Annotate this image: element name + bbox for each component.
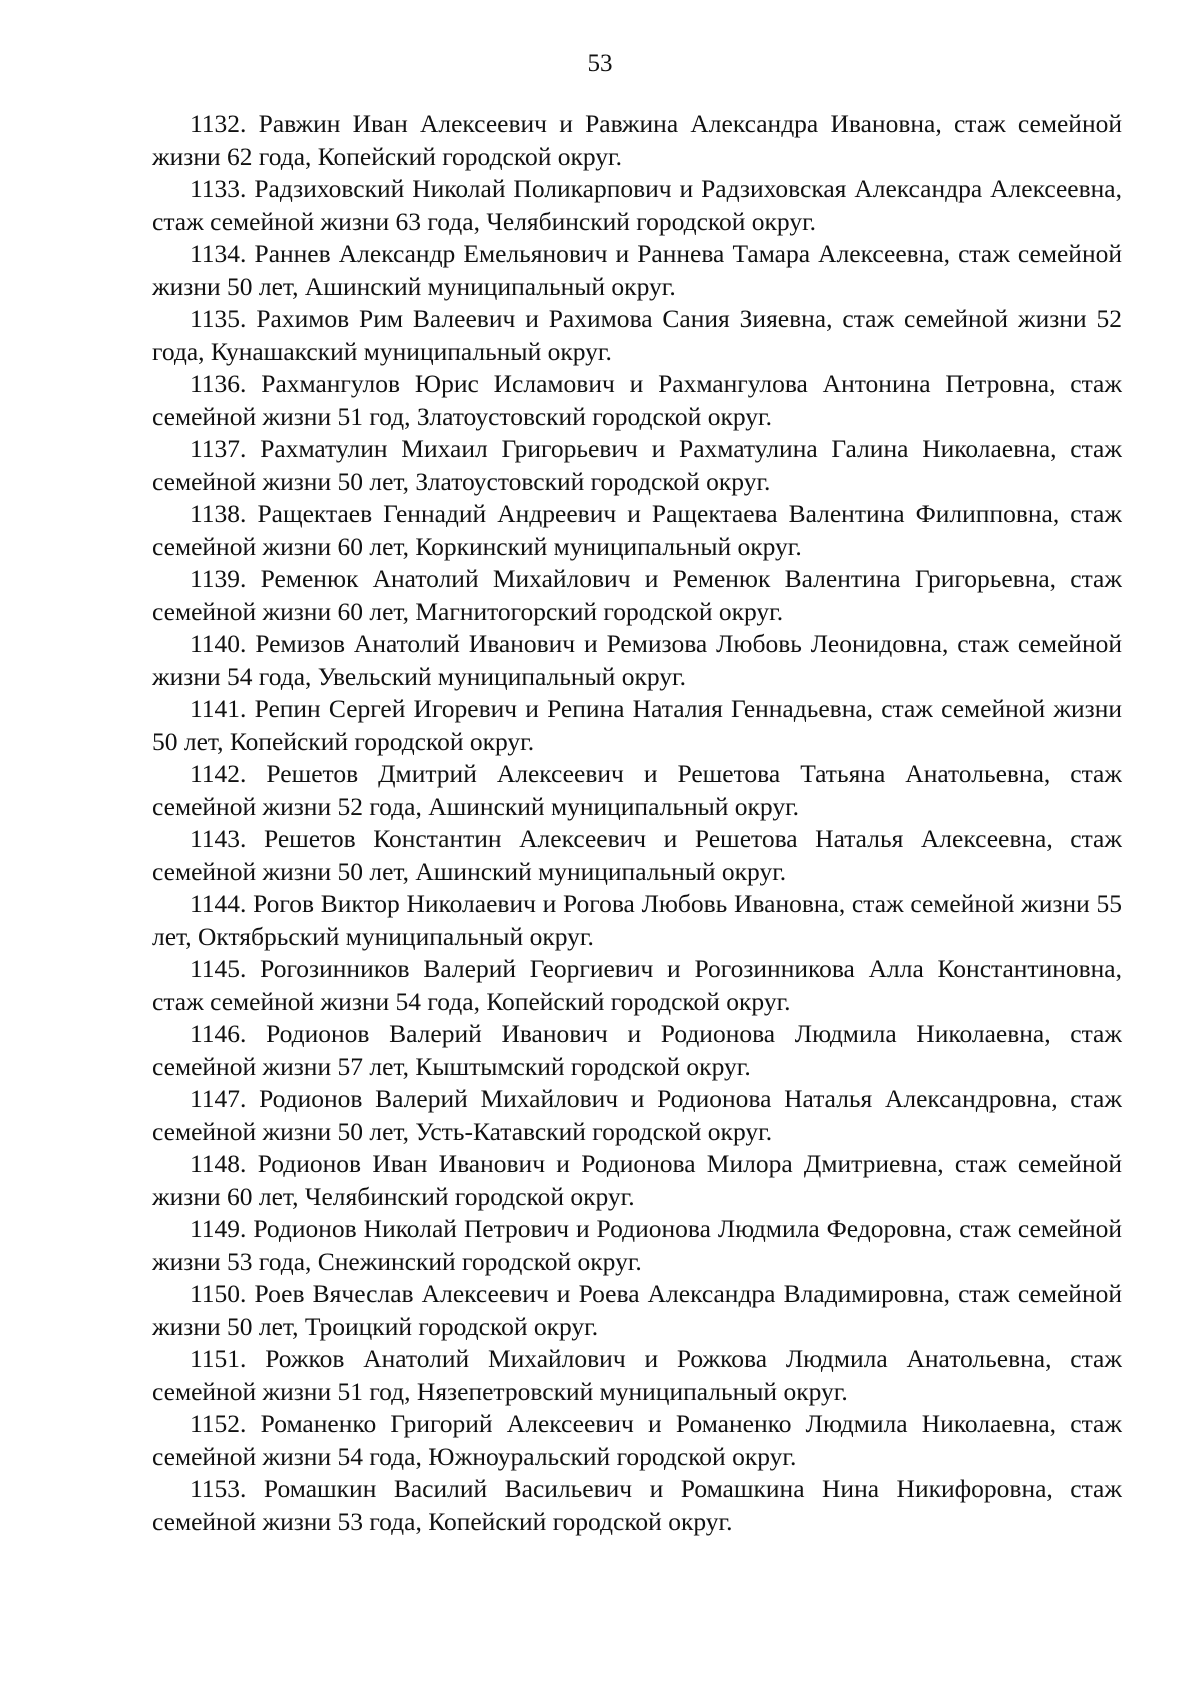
list-item: 1151. Рожков Анатолий Михайлович и Рожкова Людмила Анатольевна, стаж семейной жизни 51 год, Нязепетровский муниципальный округ. [152, 1344, 1122, 1406]
list-item: 1133. Радзиховский Николай Поликарпович и Радзиховская Александра Алексеевна, стаж семейной жизни 63 года, Челябинский городской округ. [152, 174, 1122, 236]
list-item: 1141. Репин Сергей Игоревич и Репина Наталия Геннадьевна, стаж семейной жизни 50 лет, Копейский городской округ. [152, 694, 1122, 756]
list-item: 1144. Рогов Виктор Николаевич и Рогова Любовь Ивановна, стаж семейной жизни 55 лет, Октябрьский муниципальный округ. [152, 889, 1122, 951]
list-item: 1146. Родионов Валерий Иванович и Родионова Людмила Николаевна, стаж семейной жизни 57 лет, Кыштымский городской округ. [152, 1019, 1122, 1081]
list-item: 1148. Родионов Иван Иванович и Родионова Милора Дмитриевна, стаж семейной жизни 60 лет, Челябинский городской округ. [152, 1149, 1122, 1211]
list-item: 1134. Раннев Александр Емельянович и Раннева Тамара Алексеевна, стаж семейной жизни 50 лет, Ашинский муниципальный округ. [152, 239, 1122, 301]
page-number: 53 [587, 50, 613, 77]
list-item: 1136. Рахмангулов Юрис Исламович и Рахмангулова Антонина Петровна, стаж семейной жизни 51 год, Златоустовский городской округ. [152, 369, 1122, 431]
list-item: 1142. Решетов Дмитрий Алексеевич и Решетова Татьяна Анатольевна, стаж семейной жизни 52 года, Ашинский муниципальный округ. [152, 759, 1122, 821]
list-item: 1153. Ромашкин Василий Васильевич и Ромашкина Нина Никифоровна, стаж семейной жизни 53 года, Копейский городской округ. [152, 1474, 1122, 1536]
list-item: 1147. Родионов Валерий Михайлович и Родионова Наталья Александровна, стаж семейной жизни 50 лет, Усть-Катавский городской округ. [152, 1084, 1122, 1146]
list-item: 1143. Решетов Константин Алексеевич и Решетова Наталья Алексеевна, стаж семейной жизни 50 лет, Ашинский муниципальный округ. [152, 824, 1122, 886]
list-item: 1138. Ращектаев Геннадий Андреевич и Ращектаева Валентина Филипповна, стаж семейной жизни 60 лет, Коркинский муниципальный округ. [152, 499, 1122, 561]
list-item: 1132. Равжин Иван Алексеевич и Равжина Александра Ивановна, стаж семейной жизни 62 года, Копейский городской округ. [152, 109, 1122, 171]
list-item: 1145. Рогозинников Валерий Георгиевич и Рогозинникова Алла Константиновна, стаж семейной жизни 54 года, Копейский городской округ. [152, 954, 1122, 1016]
list-item: 1137. Рахматулин Михаил Григорьевич и Рахматулина Галина Николаевна, стаж семейной жизни 50 лет, Златоустовский городской округ. [152, 434, 1122, 496]
list-item: 1139. Ременюк Анатолий Михайлович и Ременюк Валентина Григорьевна, стаж семейной жизни 60 лет, Магнитогорский городской округ. [152, 564, 1122, 626]
list-item: 1135. Рахимов Рим Валеевич и Рахимова Сания Зияевна, стаж семейной жизни 52 года, Кунашакский муниципальный округ. [152, 304, 1122, 366]
entry-list [152, 108, 1122, 1538]
list-item: 1152. Романенко Григорий Алексеевич и Романенко Людмила Николаевна, стаж семейной жизни 54 года, Южноуральский городской округ. [152, 1409, 1122, 1471]
list-item: 1140. Ремизов Анатолий Иванович и Ремизова Любовь Леонидовна, стаж семейной жизни 54 года, Увельский муниципальный округ. [152, 629, 1122, 691]
list-item: 1150. Роев Вячеслав Алексеевич и Роева Александра Владимировна, стаж семейной жизни 50 лет, Троицкий городской округ. [152, 1279, 1122, 1341]
list-item: 1149. Родионов Николай Петрович и Родионова Людмила Федоровна, стаж семейной жизни 53 года, Снежинский городской округ. [152, 1214, 1122, 1276]
